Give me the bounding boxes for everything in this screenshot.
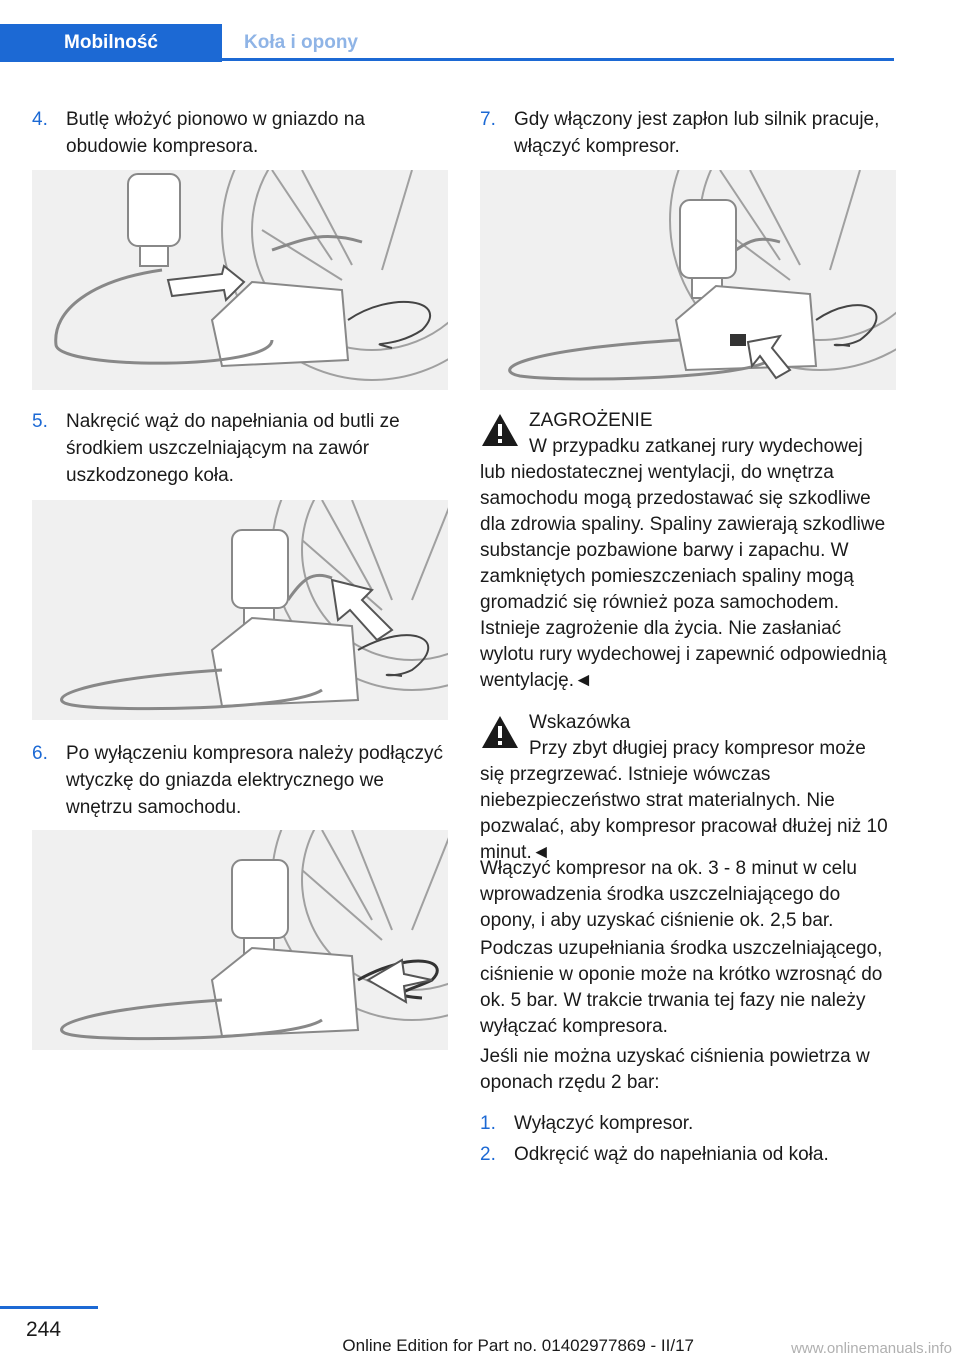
header-tabs — [0, 24, 894, 62]
step-7 — [480, 106, 896, 160]
step-6 — [32, 740, 448, 821]
step-number: 6. — [32, 743, 48, 764]
figure-switch-on-compressor — [480, 170, 896, 390]
tab-mobilnosc[interactable]: Mobilność — [0, 24, 222, 62]
step-number: 2. — [480, 1144, 496, 1165]
note-body: się przegrzewać. Istnieje wówczas niebezpieczeństwo strat materialnych. Nie pozwalać, aby kompresor pracował dłużej niż 10 minut.◄ — [480, 764, 888, 863]
page-number-bar — [0, 1306, 98, 1309]
danger-body: lub niedostatecznej wentylacji, do wnętrza samochodu mogą przedostawać się szkodliwe dla zdrowia spaliny. Spaliny zawierają szkodliwe substancje pozbawione barwy i zapachu. W zamkniętych pomieszczeniach spaliny mogą gromadzić się również poza samochodem. Istnieje zagrożenie dla życia. Nie zasłaniać wylotu rury wydechowej i zapewnić odpowiednią wentylację.◄ — [480, 462, 887, 691]
compressor-illustration-3 — [32, 830, 448, 1050]
substep-1 — [480, 1110, 896, 1137]
warning-triangle-icon — [480, 714, 520, 750]
watermark: www.onlinemanuals.info — [791, 1340, 952, 1357]
step-number: 1. — [480, 1113, 496, 1134]
step-text: Wyłączyć kompresor. — [514, 1113, 694, 1134]
step-5 — [32, 408, 448, 489]
danger-title: ZAGROŻENIE — [529, 410, 653, 431]
compressor-illustration-2 — [32, 500, 448, 720]
header-underline — [222, 58, 894, 61]
compressor-illustration-4 — [480, 170, 896, 390]
paragraph-low-pressure: Jeśli nie można uzyskać ciśnienia powietrza w oponach rzędu 2 bar: — [480, 1046, 870, 1093]
step-text: Nakręcić wąż do napełniania od butli ze środkiem uszczelniającym na zawór uszkodzonego koła. — [66, 411, 400, 486]
note-first-line: Przy zbyt długiej pracy kompresor może — [529, 738, 866, 759]
paragraph-compressor-time: Włączyć kompresor na ok. 3 - 8 minut w celu wprowadzenia środka uszczelniającego do opony, i aby uzyskać ciśnienie ok. 2,5 bar. — [480, 858, 857, 931]
figure-plug-socket — [32, 830, 448, 1050]
edition-footer: Online Edition for Part no. 01402977869 - II/17 — [342, 1336, 694, 1355]
step-text: Gdy włączony jest zapłon lub silnik pracuje, włączyć kompresor. — [514, 109, 880, 157]
note-title: Wskazówka — [529, 712, 631, 733]
warning-triangle-icon — [480, 412, 520, 448]
tab-kola-i-opony[interactable]: Koła i opony — [244, 32, 358, 53]
danger-first-line: W przypadku zatkanej rury wydechowej — [529, 436, 863, 457]
compressor-illustration-1 — [32, 170, 448, 390]
step-number: 5. — [32, 411, 48, 432]
step-number: 7. — [480, 109, 496, 130]
step-text: Odkręcić wąż do napełniania od koła. — [514, 1144, 829, 1165]
page-number: 244 — [26, 1318, 62, 1341]
paragraph-pressure-rise: Podczas uzupełniania środka uszczelniającego, ciśnienie w oponie może na krótko wzrosnąć do ok. 5 bar. W trakcie trwania tej fazy nie należy wyłączać kompresora. — [480, 938, 883, 1037]
substep-2 — [480, 1141, 896, 1168]
figure-insert-bottle — [32, 170, 448, 390]
note-notice — [480, 710, 896, 866]
step-4 — [32, 106, 448, 160]
figure-attach-hose — [32, 500, 448, 720]
step-number: 4. — [32, 109, 48, 130]
danger-notice — [480, 408, 896, 694]
step-text: Butlę włożyć pionowo w gniazdo na obudowie kompresora. — [66, 109, 365, 157]
step-text: Po wyłączeniu kompresora należy podłączyć wtyczkę do gniazda elektrycznego we wnętrzu samochodu. — [66, 743, 444, 818]
